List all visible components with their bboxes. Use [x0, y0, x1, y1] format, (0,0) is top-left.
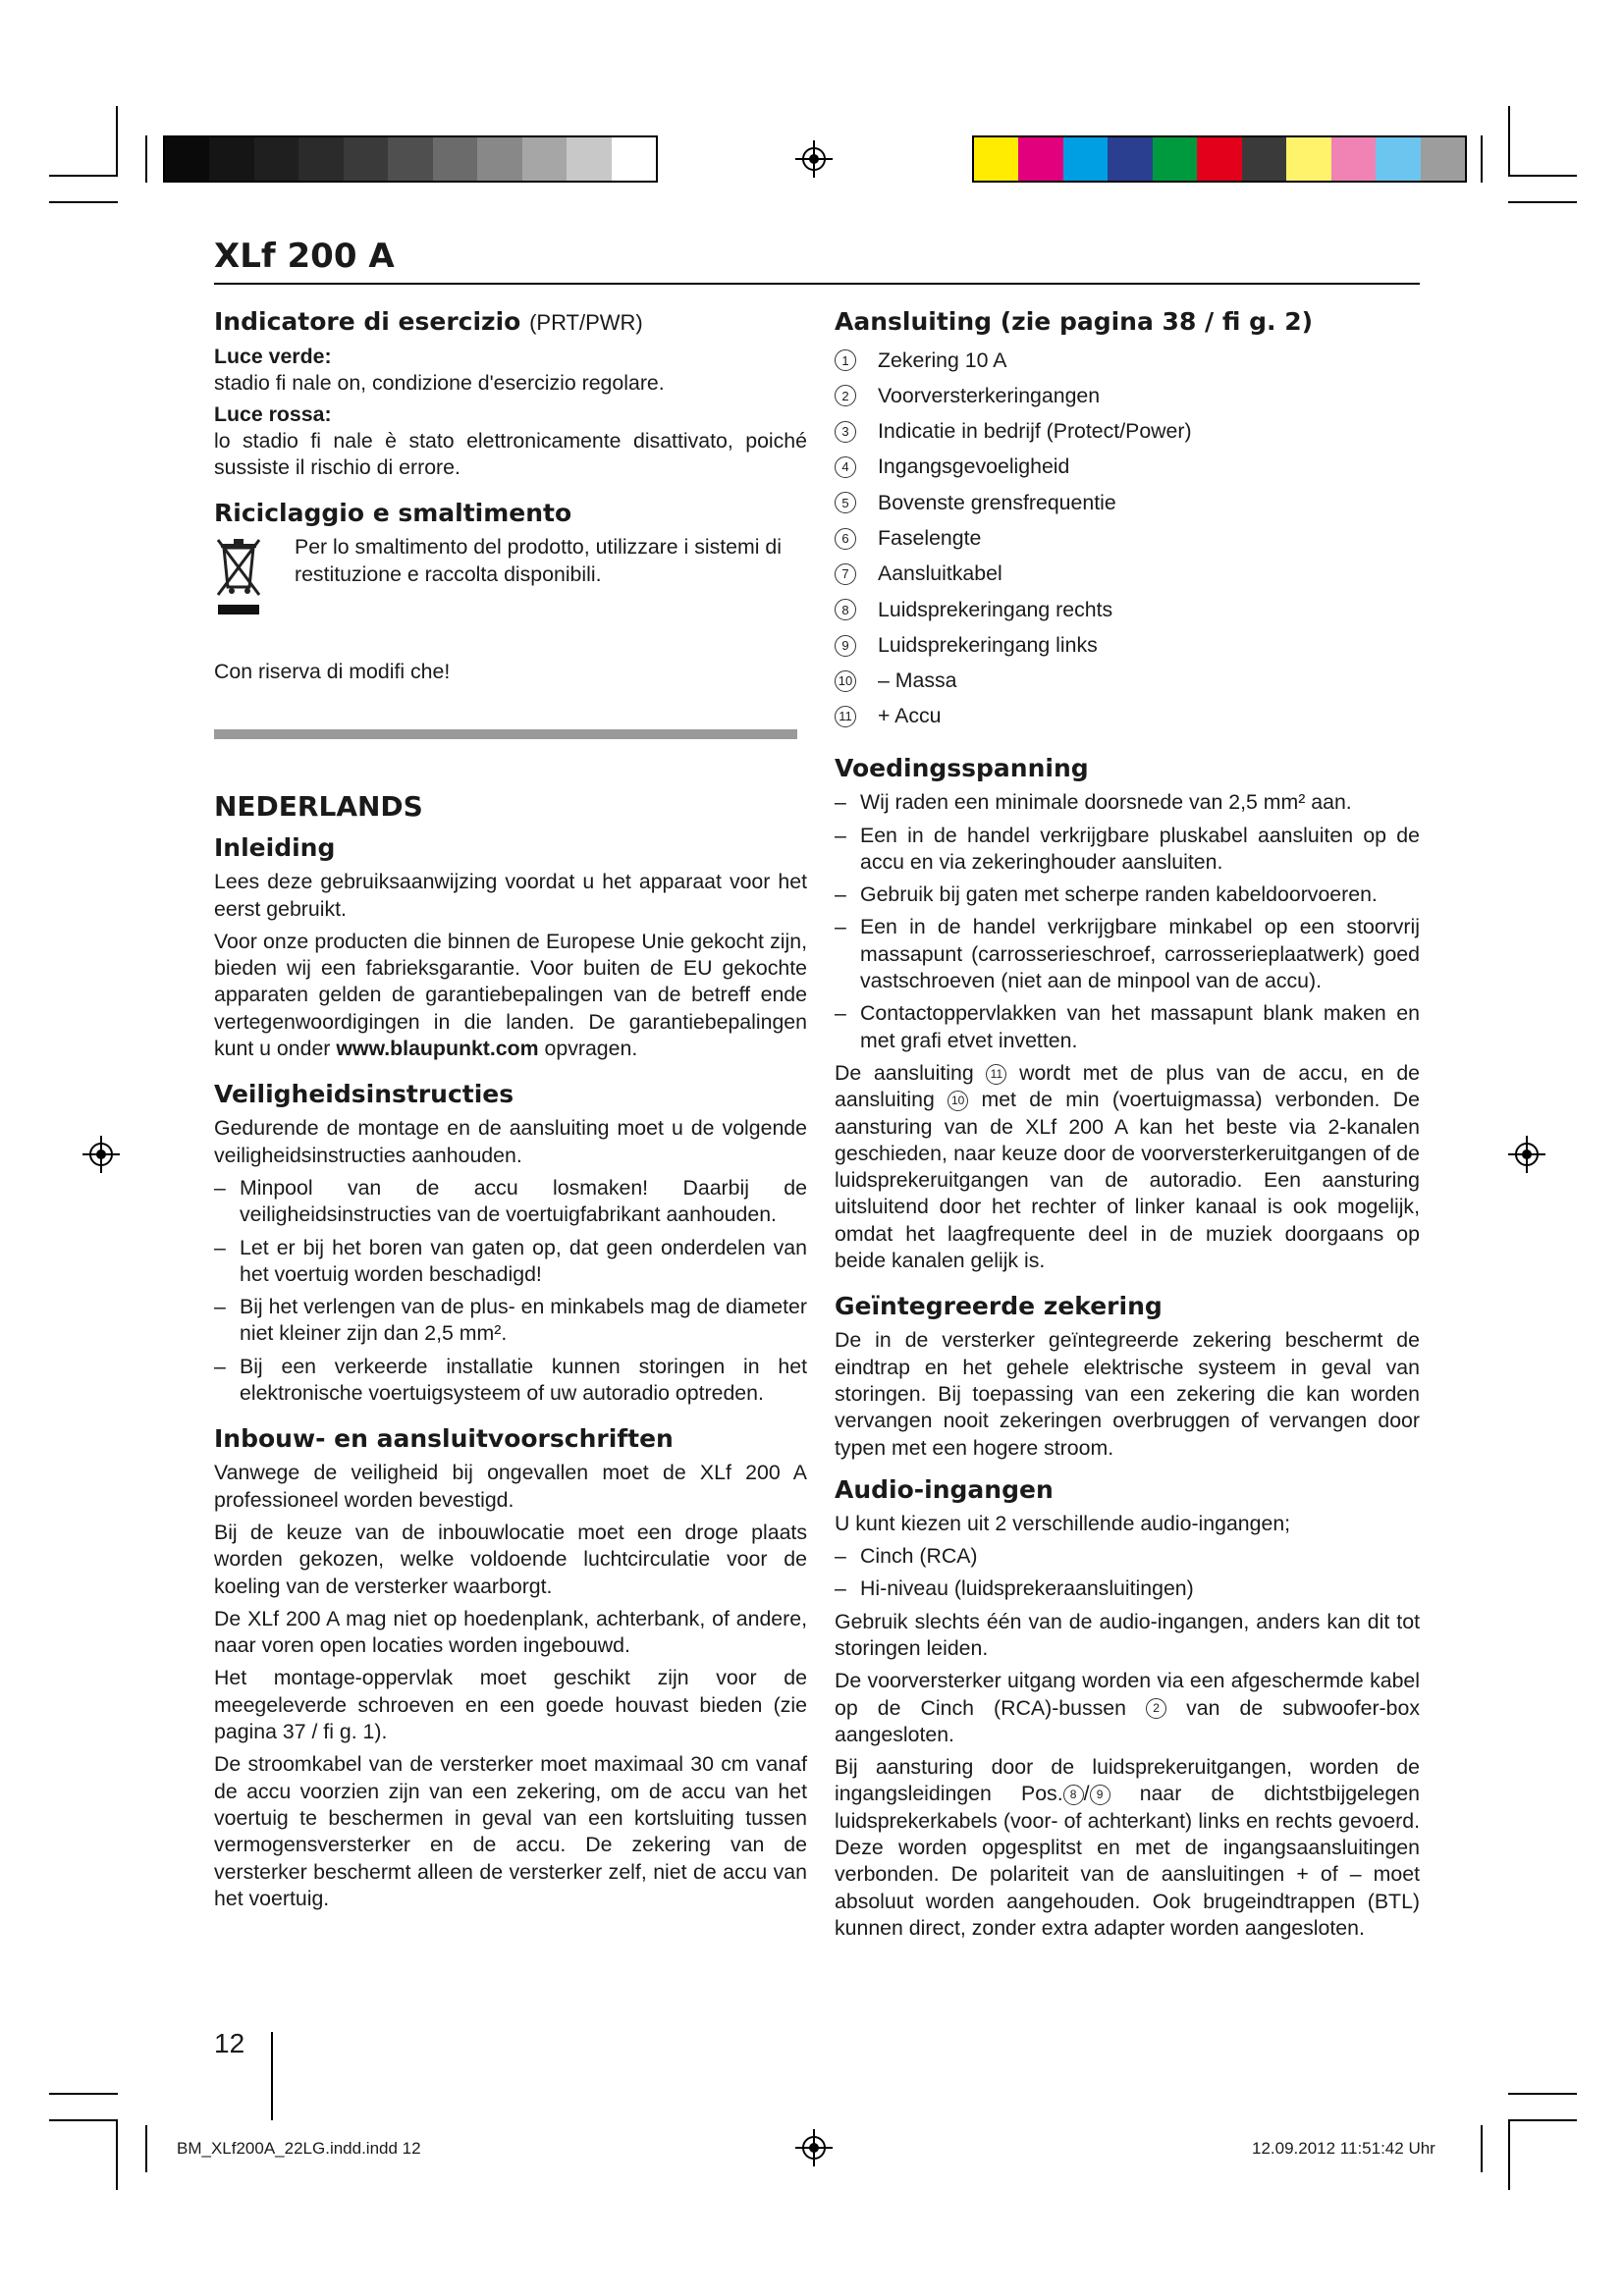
section-heading-audio: Audio-ingangen: [835, 1474, 1054, 1504]
mounting-para: Het montage-oppervlak moet geschikt zijn voor de meegeleverde schroeven en een goede houvast bieden (zie pagina 37 / fi g. 1).: [214, 1666, 807, 1744]
crop-mark: [145, 135, 147, 183]
audio-para-3: De voorversterker uitgang worden via een afgeschermde kabel op de Cinch (RCA)-bussen 2 van de subwoofer-box aangesloten.: [835, 1669, 1420, 1746]
mounting-para: Bij de keuze van de inbouwlocatie moet een droge plaats worden gekozen, welke voldoende luchtcirculatie voor de koeling van de versterker waarborgt.: [214, 1520, 807, 1598]
crop-mark: [116, 106, 118, 175]
dash-bullet: –: [835, 1544, 846, 1569]
connection-item: [835, 699, 1420, 734]
mounting-para: De stroomkabel van de versterker moet maximaal 30 cm vanaf de accu voorzien zijn van een zekering, om de accu van het voertuig te beschermen in geval van een kortsluiting tussen vermogensversterker en de accu. De zekering van de versterker beschermt alleen de versterker zelf, niet de accu van het voertuig.: [214, 1752, 807, 1910]
connection-item: [835, 343, 1420, 378]
green-text: stadio fi nale on, condizione d'esercizio regolare.: [214, 371, 665, 396]
green-label: Luce verde:: [214, 345, 332, 368]
list-item-text: Een in de handel verkrijgbare pluskabel aansluiten op de accu en via zekeringhouder aansluiten.: [860, 823, 1420, 874]
section-heading-power: Voedingsspanning: [835, 754, 1089, 783]
mounting-paragraphs: [214, 1460, 807, 1912]
page-edge-line: [271, 2032, 273, 2120]
color-swatch: [298, 137, 343, 181]
connection-item: [835, 627, 1420, 663]
dash-bullet: –: [835, 1001, 846, 1026]
crop-mark: [116, 2121, 118, 2190]
audio-para: U kunt kiezen uit 2 verschillende audio-ingangen;: [835, 1511, 1291, 1535]
safety-item: [214, 1175, 807, 1229]
dash-bullet: –: [214, 1354, 226, 1378]
connection-label: Aansluitkabel: [878, 561, 1002, 586]
color-swatch: [209, 137, 253, 181]
connection-item: [835, 450, 1420, 485]
dash-bullet: –: [214, 1295, 226, 1319]
reserve-note: Con riserva di modifi che!: [214, 660, 451, 683]
number-circle-icon: 4: [835, 456, 856, 478]
safety-list: [214, 1175, 807, 1407]
registration-mark-icon: [795, 2129, 833, 2166]
crop-mark: [49, 201, 118, 203]
fuse-para: De in de versterker geïntegreerde zekering beschermt de eindtrap en het gehele elektrische systeem in geval van storingen. Bij toepassing van een zekering die kan worden vervangen nooit zekeringen overbruggen of vervangen door typen met een hogere stroom.: [835, 1328, 1420, 1460]
color-swatch: [344, 137, 388, 181]
list-item-text: Een in de handel verkrijgbare minkabel op een stoorvrij massapunt (carrosserieschroef, carrosserieplaatwerk) goed vastschroeven (niet aan de minpool van de accu).: [860, 915, 1420, 993]
recycling-text: Per lo smaltimento del prodotto, utilizzare i sistemi di restituzione e raccolta disponibili.: [295, 535, 782, 586]
mounting-para: Vanwege de veiligheid bij ongevallen moet de XLf 200 A professioneel worden bevestigd.: [214, 1461, 807, 1512]
crop-mark: [49, 175, 118, 177]
power-item: [835, 881, 1420, 908]
number-circle-icon: 6: [835, 528, 856, 550]
connection-item: [835, 414, 1420, 450]
list-item-text: Hi-niveau (luidsprekeraansluitingen): [860, 1576, 1194, 1601]
crop-mark: [1508, 106, 1510, 175]
color-swatch: [1286, 137, 1330, 181]
connection-item: [835, 592, 1420, 627]
color-swatch: [388, 137, 432, 181]
right-column: [835, 307, 1420, 1948]
number-circle-icon: 10: [835, 670, 856, 692]
ref-number-icon: 11: [986, 1064, 1006, 1085]
section-heading-recycling: Riciclaggio e smaltimento: [214, 499, 572, 528]
left-column-main: [214, 790, 807, 1918]
list-item-text: Wij raden een minimale doorsnede van 2,5 mm² aan.: [860, 790, 1352, 815]
number-circle-icon: 11: [835, 706, 856, 727]
color-swatch: [612, 137, 656, 181]
number-circle-icon: 5: [835, 492, 856, 513]
connection-label: Ingangsgevoeligheid: [878, 454, 1070, 479]
section-heading-safety: Veiligheidsinstructies: [214, 1080, 514, 1109]
color-swatch: [1018, 137, 1062, 181]
connection-list: [835, 343, 1420, 734]
dash-bullet: –: [835, 823, 846, 847]
connection-label: Indicatie in bedrijf (Protect/Power): [878, 419, 1192, 444]
number-circle-icon: 2: [835, 385, 856, 406]
power-item: [835, 1000, 1420, 1054]
power-item: [835, 823, 1420, 877]
power-para: De aansluiting 11 wordt met de plus van de accu, en de aansluiting 10 met de min (voertuigmassa) verbonden. De aansturing van de XLf 200 A kan het beste via 2-kanalen geschieden, naar keuze door de voorversterkeruitgangen of de luidsprekeruitgangen van de autoradio. Een aansturing uitsluitend door het rechter of linker kanaal is ook mogelijk, omdat het laagfrequente deel in de muziek doorgaans op beide kanalen gelijk is.: [835, 1060, 1421, 1273]
color-swatch: [165, 137, 209, 181]
crop-mark: [1508, 175, 1577, 177]
left-column-top: [214, 307, 807, 620]
cmyk-color-bar: [972, 135, 1467, 183]
color-swatch: [1108, 137, 1152, 181]
number-circle-icon: 8: [835, 599, 856, 620]
dash-bullet: –: [835, 790, 846, 815]
safety-item: [214, 1294, 807, 1348]
red-text: lo stadio fi nale è stato elettronicamente disattivato, poiché sussiste il rischio di errore.: [214, 428, 807, 480]
color-swatch: [254, 137, 298, 181]
number-circle-icon: 7: [835, 563, 856, 585]
crossed-bin-icon: [214, 536, 263, 620]
number-circle-icon: 9: [835, 635, 856, 657]
connection-label: + Accu: [878, 704, 942, 728]
list-item-text: Bij een verkeerde installatie kunnen storingen in het elektronische voertuigsysteem of uw autoradio optreden.: [240, 1354, 807, 1406]
registration-mark-icon: [82, 1136, 120, 1173]
connection-item: [835, 557, 1420, 592]
number-circle-icon: 1: [835, 349, 856, 371]
dash-bullet: –: [835, 1576, 846, 1601]
connection-label: Faselengte: [878, 525, 982, 550]
audio-item: [835, 1543, 1420, 1570]
language-heading: NEDERLANDS: [214, 790, 423, 823]
power-list: [835, 789, 1420, 1054]
crop-mark: [1508, 2119, 1577, 2121]
grayscale-color-bar: [163, 135, 658, 183]
ref-number-icon: 10: [947, 1091, 968, 1111]
footer-timestamp: 12.09.2012 11:51:42 Uhr: [1252, 2139, 1435, 2158]
dash-bullet: –: [835, 882, 846, 907]
ref-number-icon: 9: [1090, 1785, 1110, 1805]
section-heading-intro: Inleiding: [214, 833, 336, 863]
connection-label: Luidsprekeringang links: [878, 632, 1098, 657]
connection-label: Luidsprekeringang rechts: [878, 597, 1113, 621]
connection-item: [835, 485, 1420, 520]
connection-label: Voorversterkeringangen: [878, 383, 1101, 407]
list-item-text: Gebruik bij gaten met scherpe randen kabeldoorvoeren.: [860, 882, 1378, 907]
list-item-text: Let er bij het boren van gaten op, dat geen onderdelen van het voertuig worden beschadigd!: [240, 1235, 807, 1286]
dash-bullet: –: [835, 915, 846, 939]
section-divider: [214, 729, 797, 739]
intro-para-2: Voor onze producten die binnen de Europese Unie gekocht zijn, bieden wij een fabrieksgarantie. Voor buiten de EU gekochte apparaten gelden de garantiebepalingen van de betreff ende vertegenwoordigingen in die landen. De garantiebepalingen kunt u onder www.blaupunkt.com opvragen.: [214, 929, 807, 1061]
connection-label: – Massa: [878, 668, 957, 693]
crop-mark: [49, 2119, 118, 2121]
color-swatch: [433, 137, 477, 181]
list-item-text: Cinch (RCA): [860, 1544, 978, 1569]
color-swatch: [1331, 137, 1376, 181]
dash-bullet: –: [214, 1175, 226, 1200]
connection-label: Zekering 10 A: [878, 347, 1007, 372]
connection-label: Bovenste grensfrequentie: [878, 490, 1116, 514]
connection-item: [835, 664, 1420, 699]
crop-mark: [145, 2125, 147, 2172]
color-swatch: [1421, 137, 1465, 181]
color-swatch: [567, 137, 611, 181]
audio-item: [835, 1575, 1420, 1602]
section-heading-indicator: Indicatore di esercizio (PRT/PWR): [214, 307, 643, 336]
crop-mark: [1508, 2093, 1577, 2095]
color-swatch: [477, 137, 521, 181]
header-rule: [214, 283, 1420, 285]
dash-bullet: –: [214, 1235, 226, 1259]
section-heading-fuse: Geïntegreerde zekering: [835, 1292, 1163, 1321]
blaupunkt-link[interactable]: www.blaupunkt.com: [336, 1037, 539, 1061]
list-item-text: Bij het verlengen van de plus- en minkabels mag de diameter niet kleiner zijn dan 2,5 mm².: [240, 1295, 807, 1346]
power-item: [835, 914, 1420, 994]
color-swatch: [1063, 137, 1108, 181]
registration-mark-icon: [795, 140, 833, 178]
safety-para: Gedurende de montage en de aansluiting moet u de volgende veiligheidsinstructies aanhouden.: [214, 1116, 807, 1167]
color-swatch: [974, 137, 1018, 181]
section-heading-connection: Aansluiting (zie pagina 38 / fi g. 2): [835, 307, 1314, 336]
audio-list: [835, 1543, 1420, 1603]
color-swatch: [1376, 137, 1420, 181]
crop-mark: [1508, 201, 1577, 203]
color-swatch: [1197, 137, 1241, 181]
red-label: Luce rossa:: [214, 401, 332, 426]
color-swatch: [1153, 137, 1197, 181]
crop-mark: [1481, 2125, 1483, 2172]
page-number: 12: [214, 2028, 245, 2058]
crop-mark: [1508, 2121, 1510, 2190]
list-item-text: Contactoppervlakken van het massapunt blank maken en met grafi etvet invetten.: [860, 1001, 1420, 1052]
list-item-text: Minpool van de accu losmaken! Daarbij de veiligheidsinstructies van de voertuigfabrikant aanhouden.: [240, 1175, 807, 1227]
crop-mark: [1481, 135, 1483, 183]
safety-item: [214, 1235, 807, 1289]
safety-item: [214, 1354, 807, 1408]
audio-para-2: Gebruik slechts één van de audio-ingangen, anders kan dit tot storingen leiden.: [835, 1609, 1420, 1660]
footer-filename: BM_XLf200A_22LG.indd.indd 12: [177, 2139, 421, 2158]
intro-para-1: Lees deze gebruiksaanwijzing voordat u het apparaat voor het eerst gebruikt.: [214, 870, 807, 921]
mounting-para: De XLf 200 A mag niet op hoedenplank, achterbank, of andere, naar voren open locaties worden ingebouwd.: [214, 1606, 807, 1658]
left-reserve: [214, 659, 807, 691]
number-circle-icon: 3: [835, 421, 856, 443]
color-swatch: [522, 137, 567, 181]
page-title: XLf 200 A: [214, 237, 395, 276]
power-item: [835, 789, 1420, 816]
audio-para-4: Bij aansturing door de luidsprekeruitgangen, worden de ingangsleidingen Pos. 8 / 9 naar de dichtstbijgelegen luidsprekerkabels (voor- of achterkant) links en rechts gevoerd. Deze worden opgesplitst en met de ingangsaansluitingen verbonden. De polariteit van de aansluitingen + of – moet absoluut worden aangehouden. Ook brugeindtrappen (BTL) kunnen direct, zonder extra adapter worden aangesloten.: [835, 1755, 1420, 1940]
connection-item: [835, 378, 1420, 413]
section-heading-mounting: Inbouw- en aansluitvoorschriften: [214, 1424, 674, 1454]
ref-number-icon: 8: [1063, 1785, 1084, 1805]
crop-mark: [49, 2093, 118, 2095]
recycling-block: [214, 534, 807, 620]
color-swatch: [1242, 137, 1286, 181]
registration-mark-icon: [1508, 1136, 1545, 1173]
ref-number-icon: 2: [1146, 1698, 1166, 1719]
connection-item: [835, 520, 1420, 556]
